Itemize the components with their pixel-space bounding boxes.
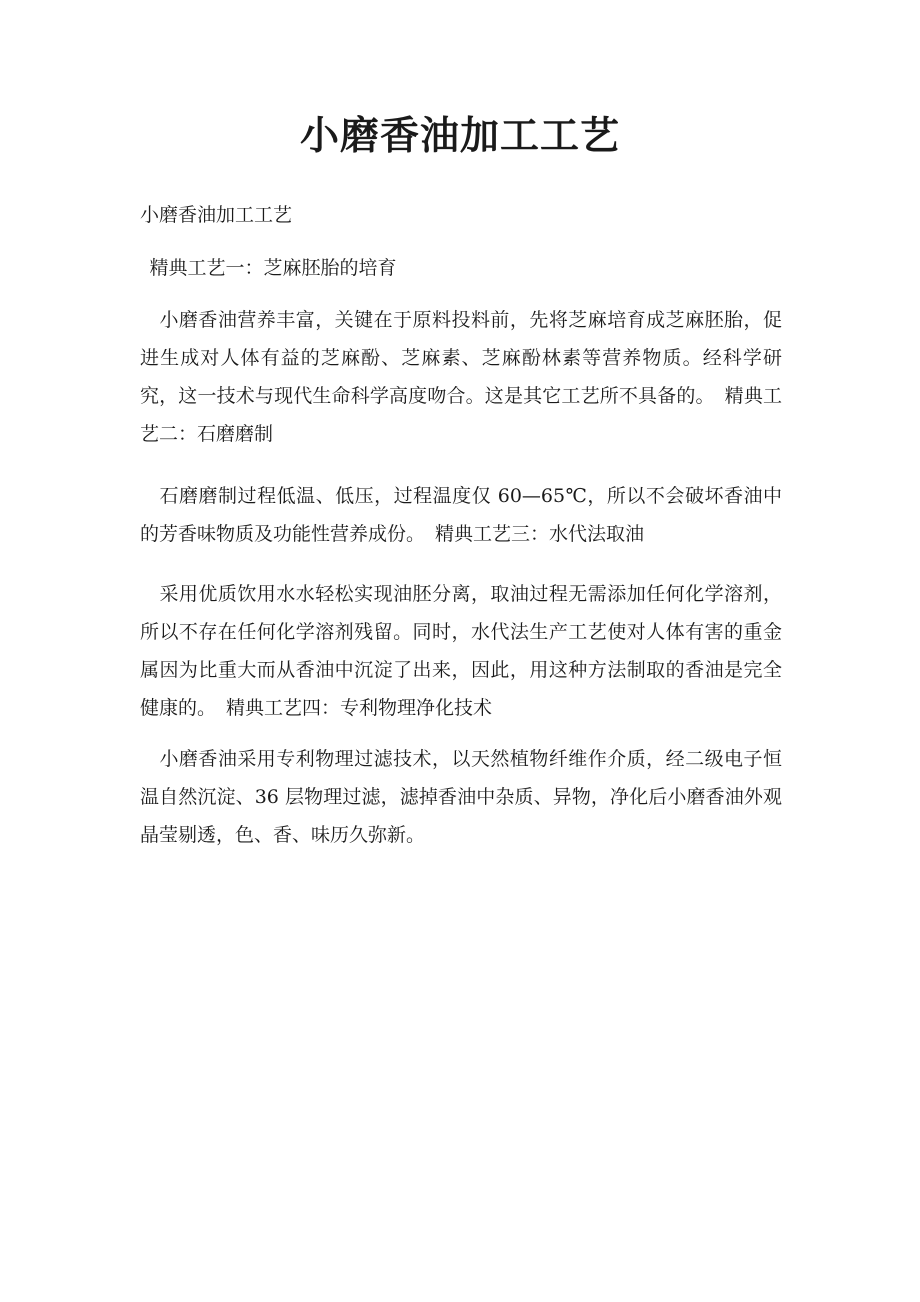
section-heading-1-text: 精典工艺一：芝麻胚胎的培育 bbox=[149, 257, 397, 279]
document-subtitle: 小磨香油加工工艺 bbox=[140, 204, 293, 226]
section-heading-1 bbox=[140, 249, 782, 287]
paragraph-2 bbox=[140, 477, 782, 553]
paragraph-4 bbox=[140, 740, 782, 854]
section-heading-4: 精典工艺四：专利物理净化技术 bbox=[226, 697, 493, 719]
paragraph-4-text: 小磨香油采用专利物理过滤技术，以天然植物纤维作介质，经二级电子恒温自然沉淀、36 层物理过滤，滤掉香油中杂质、异物，净化后小磨香油外观晶莹剔透，色、香、味历久弥新。 bbox=[140, 748, 782, 846]
paragraph-1-text: 小磨香油营养丰富，关键在于原料投料前，先将芝麻培育成芝麻胚胎，促进生成对人体有益的芝麻酚、芝麻素、芝麻酚林素等营养物质。经科学研究，这一技术与现代生命科学高度吻合。这是其它工艺所不具备的。 bbox=[140, 309, 782, 407]
section-heading-2: 精典工艺二：石磨磨制 bbox=[140, 385, 782, 445]
paragraph-1 bbox=[140, 301, 782, 453]
section-heading-3: 精典工艺三：水代法取油 bbox=[435, 523, 645, 545]
paragraph-3 bbox=[140, 575, 782, 727]
paragraph-2-text: 石磨磨制过程低温、低压，过程温度仅 60—65℃，所以不会破坏香油中的芳香味物质及功能性营养成份。 bbox=[140, 485, 782, 545]
page-title: 小磨香油加工工艺 bbox=[299, 113, 620, 159]
paragraph-3-text: 采用优质饮用水水轻松实现油胚分离，取油过程无需添加任何化学溶剂，所以不存在任何化学溶剂残留。同时，水代法生产工艺使对人体有害的重金属因为比重大而从香油中沉淀了出来，因此，用这种方法制取的香油是完全健康的。 bbox=[140, 583, 782, 719]
